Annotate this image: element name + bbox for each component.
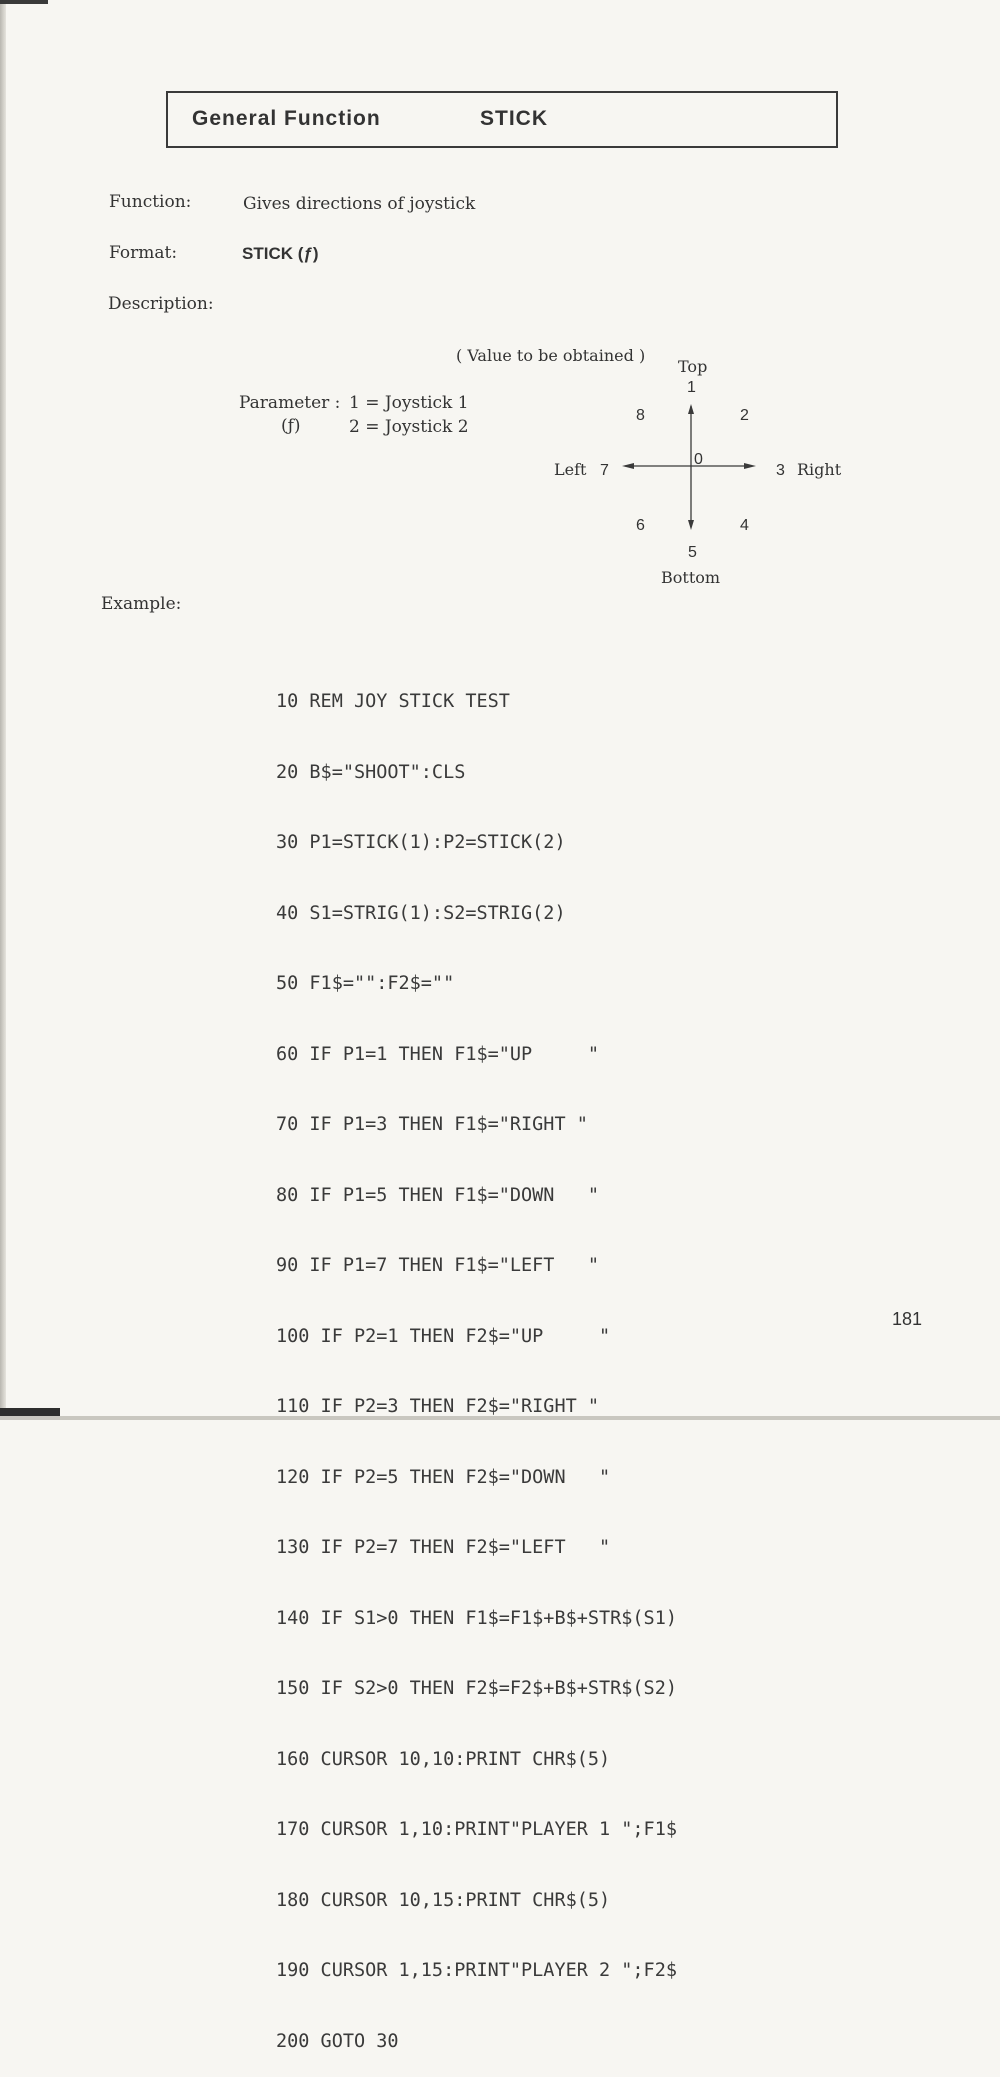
direction-right: 3 [776, 462, 785, 479]
format-label: Format: [109, 243, 178, 263]
arrow-up-icon [688, 404, 694, 414]
bottom-label: Bottom [661, 568, 721, 587]
code-line: 20 B$="SHOOT":CLS [276, 761, 466, 783]
example-label: Example: [101, 594, 182, 614]
direction-up-right: 2 [740, 407, 749, 424]
code-line: 160 CURSOR 10,10:PRINT CHR$(5) [276, 1748, 611, 1770]
parameter-option-1: 1 = Joystick 1 [349, 393, 469, 413]
arrow-right-icon [744, 463, 756, 469]
example-code-listing [276, 643, 677, 2077]
function-text: Gives directions of joystick [243, 194, 476, 214]
code-line: 120 IF P2=5 THEN F2$="DOWN " [276, 1466, 611, 1488]
arrow-down-icon [688, 520, 694, 530]
code-line: 50 F1$="":F2$="" [276, 973, 455, 994]
direction-down-right: 4 [740, 517, 749, 534]
parameter-option-2: 2 = Joystick 2 [349, 417, 469, 437]
page-number: 181 [892, 1309, 923, 1329]
top-label: Top [678, 357, 708, 376]
section-title: General Function [192, 107, 381, 130]
code-line: 170 CURSOR 1,10:PRINT"PLAYER 1 ";F1$ [276, 1819, 677, 1840]
joystick-direction-diagram [0, 0, 1000, 620]
function-label: Function: [109, 192, 192, 212]
format-text: STICK (ƒ) [242, 244, 319, 263]
code-line: 130 IF P2=7 THEN F2$="LEFT " [276, 1537, 611, 1558]
direction-left: 7 [600, 462, 609, 479]
code-line: 80 IF P1=5 THEN F1$="DOWN " [276, 1184, 600, 1206]
arrow-left-icon [622, 463, 634, 469]
description-label: Description: [108, 294, 214, 314]
code-line: 100 IF P2=1 THEN F2$="UP " [276, 1325, 611, 1347]
code-line: 190 CURSOR 1,15:PRINT"PLAYER 2 ";F2$ [276, 1960, 677, 1981]
parameter-label: Parameter : [239, 393, 341, 413]
direction-up: 1 [687, 379, 696, 396]
code-line: 40 S1=STRIG(1):S2=STRIG(2) [276, 902, 566, 924]
value-caption: ( Value to be obtained ) [456, 346, 646, 365]
code-line: 110 IF P2=3 THEN F2$="RIGHT " [276, 1396, 600, 1417]
code-line: 30 P1=STICK(1):P2=STICK(2) [276, 832, 566, 853]
code-line: 70 IF P1=3 THEN F1$="RIGHT " [276, 1114, 588, 1135]
direction-down: 5 [688, 544, 697, 561]
code-line: 10 REM JOY STICK TEST [276, 691, 510, 712]
code-line: 60 IF P1=1 THEN F1$="UP " [276, 1043, 600, 1065]
code-line: 90 IF P1=7 THEN F1$="LEFT " [276, 1255, 600, 1276]
left-label: Left [554, 460, 587, 479]
direction-center: 0 [694, 451, 703, 468]
direction-up-left: 8 [636, 407, 645, 424]
right-label: Right [797, 460, 842, 479]
code-line: 200 GOTO 30 [276, 2030, 399, 2052]
code-line: 180 CURSOR 10,15:PRINT CHR$(5) [276, 1889, 611, 1911]
parameter-symbol: (ƒ) [281, 416, 301, 436]
direction-down-left: 6 [636, 517, 645, 534]
code-line: 140 IF S1>0 THEN F1$=F1$+B$+STR$(S1) [276, 1607, 677, 1629]
code-line: 150 IF S2>0 THEN F2$=F2$+B$+STR$(S2) [276, 1678, 677, 1699]
keyword-title: STICK [480, 107, 548, 130]
